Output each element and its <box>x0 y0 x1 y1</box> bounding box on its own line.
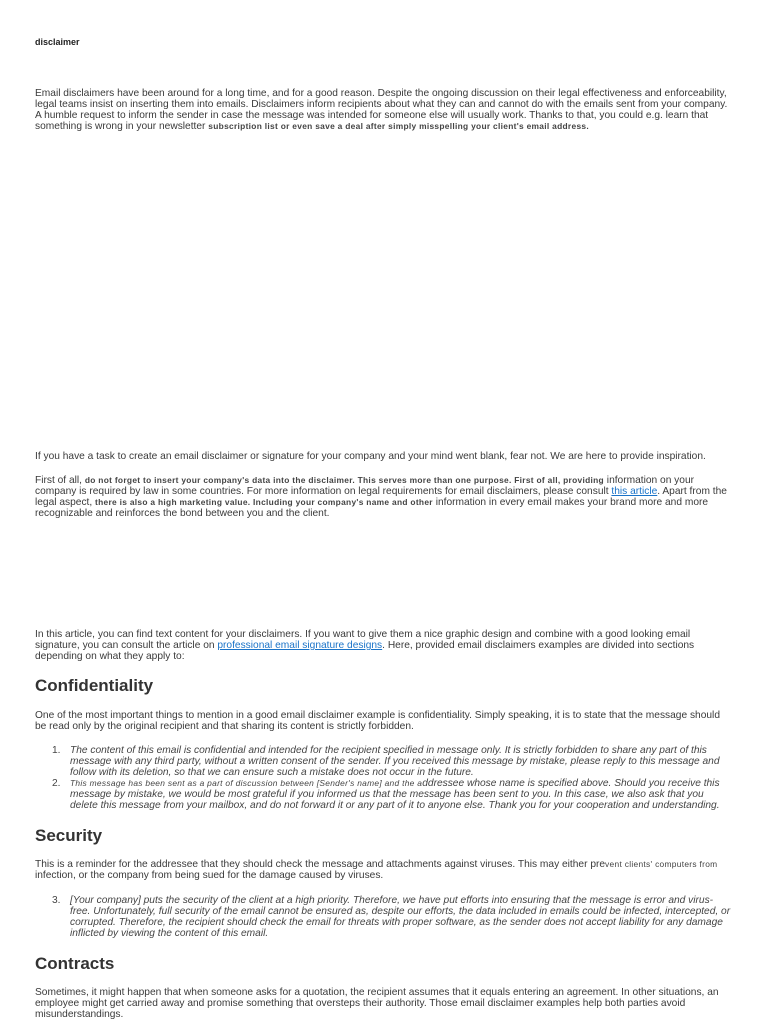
signature-designs-link[interactable]: professional email signature designs <box>217 640 383 651</box>
first-paragraph <box>35 475 733 519</box>
confidentiality-text: One of the most important things to mention in a good email disclaimer example is confidentiality. Simply speaking, it is to state that the message should be read only by the original recipient and that sharing its content is strictly forbidden. <box>35 710 720 732</box>
list-item <box>35 745 733 778</box>
list-item <box>35 778 733 811</box>
list-item-text: [Your company] puts the security of the client at a high priority. Therefore, we have put efforts into ensuring that the message is error and virus-free. Unfortunately, full security of the email cannot be ensured as, despite our efforts, the data included in emails could be infected, intercepted, or corrupted. Therefore, the recipient should check the email for threats with proper software, as the sender does not accept liability for any damage inflicted by viewing the content of this email. <box>70 895 731 939</box>
list-item <box>35 895 733 939</box>
list-number: 3. <box>52 895 61 906</box>
this-article-link[interactable]: this article <box>611 486 658 497</box>
contracts-heading: Contracts <box>35 954 115 973</box>
security-list <box>35 895 733 939</box>
intro-text: Email disclaimers have been around for a long time, and for a good reason. Despite the ongoing discussion on their legal effectiveness and enforceability, legal teams insist on inserting them into emails. Disclaimers inform recipients about what they can and cannot do with the emails sent from your company. A humble request to inform the sender in case the message was intended for someone else will usually work. Thanks to that, you could e.g. learn that something is wrong in your newsletter <box>35 88 728 132</box>
intro-paragraph <box>35 88 733 132</box>
first-text-d: . Apart from the legal aspect, <box>35 486 727 508</box>
security-text-small: vent clients' computers from <box>605 859 718 869</box>
confidentiality-list <box>35 745 733 811</box>
article-text-b: . Here, provided email disclaimers examples are divided into sections depending on what they apply to: <box>35 640 695 662</box>
list-number: 1. <box>52 745 61 756</box>
list-item-text-small: This message has been sent as a part of discussion between [Sender's name] and the a <box>70 778 423 788</box>
intro-text-small: subscription list or even save a deal after simply misspelling your client's email address. <box>208 121 589 131</box>
first-text-f: information in every email makes your brand more and more recognizable and reinforces the bond between you and the client. <box>35 497 709 519</box>
confidentiality-heading: Confidentiality <box>35 676 154 695</box>
first-text-a: First of all, <box>35 475 85 486</box>
contracts-text: Sometimes, it might happen that when someone asks for a quotation, the recipient assumes that it equals entering an agreement. In other situations, an employee might get carried away and promise something that oversteps their authority. Those email disclaimer examples help both parties avoid misunderstandings. <box>35 987 719 1020</box>
list-item-text: The content of this email is confidential and intended for the recipient specified in message only. It is strictly forbidden to share any part of this message with any third party, without a written consent of the sender. If you received this message by mistake, please reply to this message and follow with its deletion, so that we can ensure such a mistake does not occur in the future. <box>70 745 720 778</box>
security-text-a: This is a reminder for the addressee that they should check the message and attachments against viruses. This may either pre <box>35 859 606 870</box>
first-text-small-e: there is also a high marketing value. Including your company's name and other <box>95 497 433 507</box>
task-paragraph: If you have a task to create an email disclaimer or signature for your company and your mind went blank, fear not. We are here to provide inspiration. <box>35 451 706 462</box>
article-text-a: In this article, you can find text content for your disclaimers. If you want to give them a nice graphic design and combine with a good looking email signature, you can consult the article on <box>35 629 691 651</box>
list-item-text: ddressee whose name is specified above. Should you receive this message by mistake, we would be most grateful if you informed us that the message has been sent to you. In this case, we also ask that you delete this message from your mailbox, and do not forward it or any part of it to anyone else. Thank you for your cooperation and understanding. <box>70 778 720 811</box>
article-paragraph <box>35 629 733 662</box>
document-title: disclaimer <box>35 37 80 47</box>
security-text-c: infection, or the company from being sued for the damage caused by viruses. <box>35 870 384 881</box>
security-heading: Security <box>35 826 103 845</box>
security-text <box>35 859 733 881</box>
first-text-c: information on your company is required by law in some countries. For more information on legal requirements for email disclaimers, please consult <box>35 475 695 497</box>
first-text-small-b: do not forget to insert your company's data into the disclaimer. This serves more than one purpose. First of all, providing <box>84 475 604 485</box>
list-number: 2. <box>52 778 61 789</box>
